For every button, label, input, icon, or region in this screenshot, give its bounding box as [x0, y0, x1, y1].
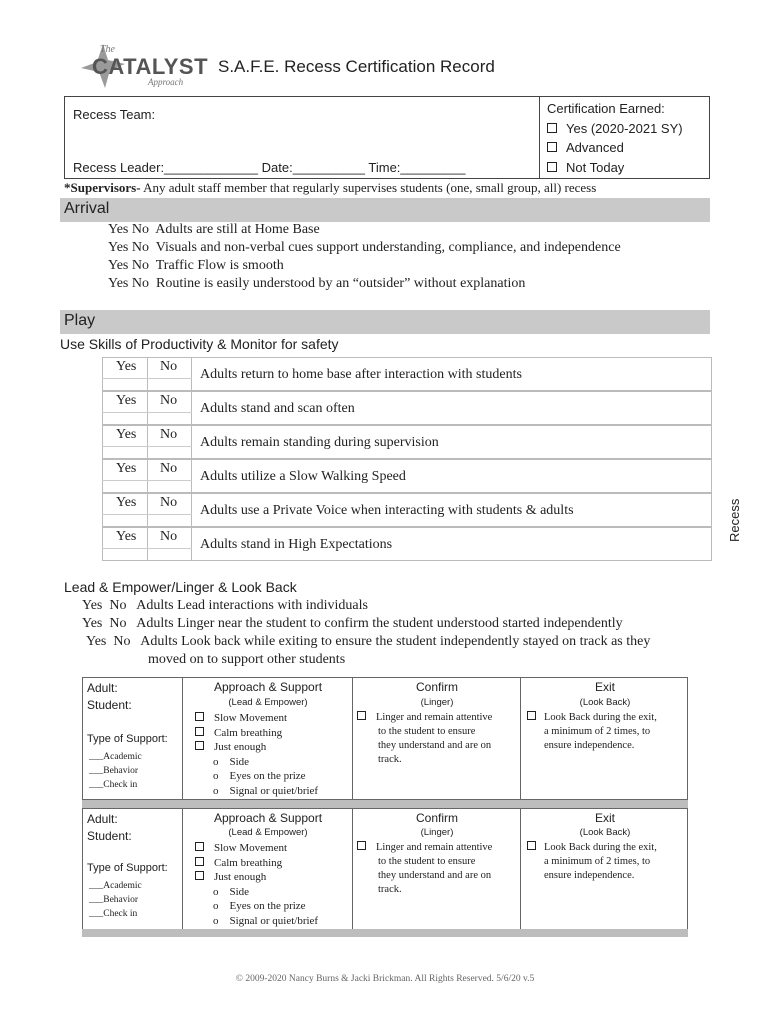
supervisors-note: *Supervisors- Any adult staff member that regularly supervises students (one, small group, all) recess [64, 180, 597, 195]
confirm-option[interactable]: Linger and remain attentive to the student to ensure they understand and are on track. [357, 841, 492, 897]
arrival-item: Yes No Routine is easily understood by an “outsider” without explanation [108, 276, 526, 291]
approach-subtitle: (Lead & Empower) [228, 697, 308, 708]
lead-item: Yes No Adults Linger near the student to confirm the student understood started independently [82, 616, 623, 631]
checkbox-icon[interactable] [547, 142, 557, 152]
lead-item-continued: moved on to support other students [148, 652, 346, 667]
yes-option[interactable]: Yes [116, 461, 137, 476]
play-item-text: Adults use a Private Voice when interacting with students & adults [200, 503, 574, 518]
approach-subitem: o Eyes on the prize [213, 770, 306, 782]
arrival-item: Yes No Adults are still at Home Base [108, 222, 320, 237]
logo-the: The [100, 44, 115, 55]
yes-option[interactable]: Yes [82, 598, 103, 613]
play-row [102, 527, 712, 561]
checkbox-icon[interactable] [195, 712, 204, 721]
play-item-text: Adults stand in High Expectations [200, 537, 393, 552]
lead-section-title: Lead & Empower/Linger & Look Back [64, 579, 297, 595]
exit-title: Exit [594, 680, 615, 694]
yes-option[interactable]: Yes [116, 427, 137, 442]
lead-item: Yes No Adults Lead interactions with individuals [82, 598, 368, 613]
cert-option-not-today[interactable]: Not Today [547, 158, 683, 178]
play-item-text: Adults return to home base after interaction with students [200, 367, 522, 382]
no-option[interactable]: No [131, 276, 149, 291]
approach-title: Approach & Support [213, 680, 323, 694]
checkbox-icon[interactable] [527, 711, 536, 720]
no-option[interactable]: No [131, 258, 149, 273]
checkbox-icon[interactable] [195, 741, 204, 750]
support-type-behavior[interactable]: ___Behavior [89, 766, 139, 776]
approach-item[interactable]: Calm breathing [195, 856, 318, 871]
yes-option[interactable]: Yes [108, 240, 129, 255]
no-option[interactable]: No [113, 634, 131, 649]
circle-bullet-icon: o [213, 914, 219, 927]
support-type-check-in[interactable]: ___Check in [89, 780, 138, 790]
box-divider [539, 97, 540, 178]
exit-subtitle: (Look Back) [579, 827, 631, 838]
checkbox-icon[interactable] [195, 842, 204, 851]
type-of-support-label: Type of Support: [87, 733, 168, 745]
student-field[interactable]: Student: [87, 829, 132, 843]
confirm-subtitle: (Linger) [420, 827, 454, 838]
table-separator [82, 800, 688, 808]
play-item-text: Adults utilize a Slow Walking Speed [200, 469, 406, 484]
arrival-title: Arrival [64, 200, 110, 217]
checkbox-icon[interactable] [357, 711, 366, 720]
play-section-bar [60, 310, 710, 334]
circle-bullet-icon: o [213, 755, 219, 768]
adult-field[interactable]: Adult: [87, 681, 118, 695]
circle-bullet-icon: o [213, 900, 219, 912]
confirm-option[interactable]: Linger and remain attentive to the student to ensure they understand and are on track. [357, 711, 492, 767]
no-option[interactable]: No [160, 427, 178, 442]
support-table [82, 808, 688, 930]
logo-wordmark: CATALYST [92, 54, 209, 79]
checkbox-icon[interactable] [195, 871, 204, 880]
adult-field[interactable]: Adult: [87, 812, 118, 826]
approach-item[interactable]: Just enough [195, 870, 318, 885]
play-row [102, 425, 712, 459]
yes-option[interactable]: Yes [116, 359, 137, 374]
recess-side-label: Recess [727, 498, 742, 542]
team-info-box [64, 96, 710, 179]
no-option[interactable]: No [160, 359, 178, 374]
student-field[interactable]: Student: [87, 698, 132, 712]
support-table [82, 677, 688, 800]
yes-option[interactable]: Yes [108, 258, 129, 273]
cert-option-yes[interactable]: Yes (2020-2021 SY) [547, 119, 683, 139]
no-option[interactable]: No [160, 529, 178, 544]
play-item-text: Adults remain standing during supervision [200, 435, 439, 450]
approach-subitem: o Eyes on the prize [213, 900, 306, 912]
play-row [102, 357, 712, 391]
lead-item: Yes No Adults Look back while exiting to ensure the student independently stayed on track as they [86, 634, 651, 649]
approach-subitem: o Side [213, 755, 250, 768]
exit-option[interactable]: Look Back during the exit, a minimum of 2 times, to ensure independence. [527, 711, 657, 753]
approach-title: Approach & Support [213, 811, 323, 825]
confirm-title: Confirm [415, 811, 458, 825]
play-title: Play [64, 312, 96, 329]
approach-item[interactable]: Calm breathing [195, 726, 318, 741]
no-option[interactable]: No [131, 222, 149, 237]
yes-option[interactable]: Yes [116, 529, 137, 544]
circle-bullet-icon: o [213, 885, 219, 898]
checkbox-icon[interactable] [357, 841, 366, 850]
yes-option[interactable]: Yes [116, 495, 137, 510]
checkbox-icon[interactable] [527, 841, 536, 850]
document-title: S.A.F.E. Recess Certification Record [218, 57, 495, 76]
yes-option[interactable]: Yes [108, 276, 129, 291]
approach-subtitle: (Lead & Empower) [228, 827, 308, 838]
approach-subitem: o Signal or quiet/brief [213, 784, 319, 797]
support-type-behavior[interactable]: ___Behavior [89, 895, 139, 905]
no-option[interactable]: No [131, 240, 149, 255]
approach-item[interactable]: Just enough [195, 740, 318, 755]
support-type-academic[interactable]: ___Academic [89, 881, 142, 891]
checkbox-icon[interactable] [195, 727, 204, 736]
play-item-text: Adults stand and scan often [200, 401, 355, 416]
approach-item[interactable]: Slow Movement [195, 711, 318, 726]
exit-subtitle: (Look Back) [579, 697, 631, 708]
no-option[interactable]: No [160, 393, 178, 408]
play-row [102, 459, 712, 493]
arrival-item: Yes No Visuals and non-verbal cues support understanding, compliance, and independence [108, 240, 621, 255]
approach-subitem: o Signal or quiet/brief [213, 914, 319, 927]
arrival-section-bar [60, 198, 710, 222]
confirm-title: Confirm [415, 680, 458, 694]
no-option[interactable]: No [109, 598, 127, 613]
yes-option[interactable]: Yes [82, 616, 103, 631]
approach-subitem: o Side [213, 885, 250, 898]
no-option[interactable]: No [109, 616, 127, 631]
yes-option[interactable]: Yes [86, 634, 107, 649]
circle-bullet-icon: o [213, 784, 219, 797]
checkbox-icon[interactable] [547, 123, 557, 133]
recess-team-field[interactable]: Recess Team: [73, 107, 156, 122]
copyright-footer: © 2009-2020 Nancy Burns & Jacki Brickman. All Rights Reserved. 5/6/20 v.5 [235, 974, 535, 984]
type-of-support-label: Type of Support: [87, 862, 168, 874]
confirm-subtitle: (Linger) [420, 697, 454, 708]
no-option[interactable]: No [160, 461, 178, 476]
arrival-item: Yes No Traffic Flow is smooth [108, 258, 284, 273]
approach-item[interactable]: Slow Movement [195, 841, 318, 856]
play-row [102, 391, 712, 425]
support-type-academic[interactable]: ___Academic [89, 752, 142, 762]
circle-bullet-icon: o [213, 770, 219, 782]
checkbox-icon[interactable] [547, 162, 557, 172]
no-option[interactable]: No [160, 495, 178, 510]
certification-earned [547, 99, 683, 177]
logo-tagline: Approach [148, 77, 184, 87]
yes-option[interactable]: Yes [116, 393, 137, 408]
checkbox-icon[interactable] [195, 857, 204, 866]
certification-title: Certification Earned: [547, 101, 665, 116]
exit-option[interactable]: Look Back during the exit, a minimum of 2 times, to ensure independence. [527, 841, 657, 883]
recess-leader-field[interactable]: Recess Leader:_____________ Date:__________ Time:_________ [73, 160, 466, 175]
play-row [102, 493, 712, 527]
cert-option-advanced[interactable]: Advanced [547, 138, 683, 158]
play-subtitle: Use Skills of Productivity & Monitor for safety [60, 336, 339, 352]
yes-option[interactable]: Yes [108, 222, 129, 237]
support-type-check-in[interactable]: ___Check in [89, 909, 138, 919]
table-separator [82, 929, 688, 937]
exit-title: Exit [594, 811, 615, 825]
